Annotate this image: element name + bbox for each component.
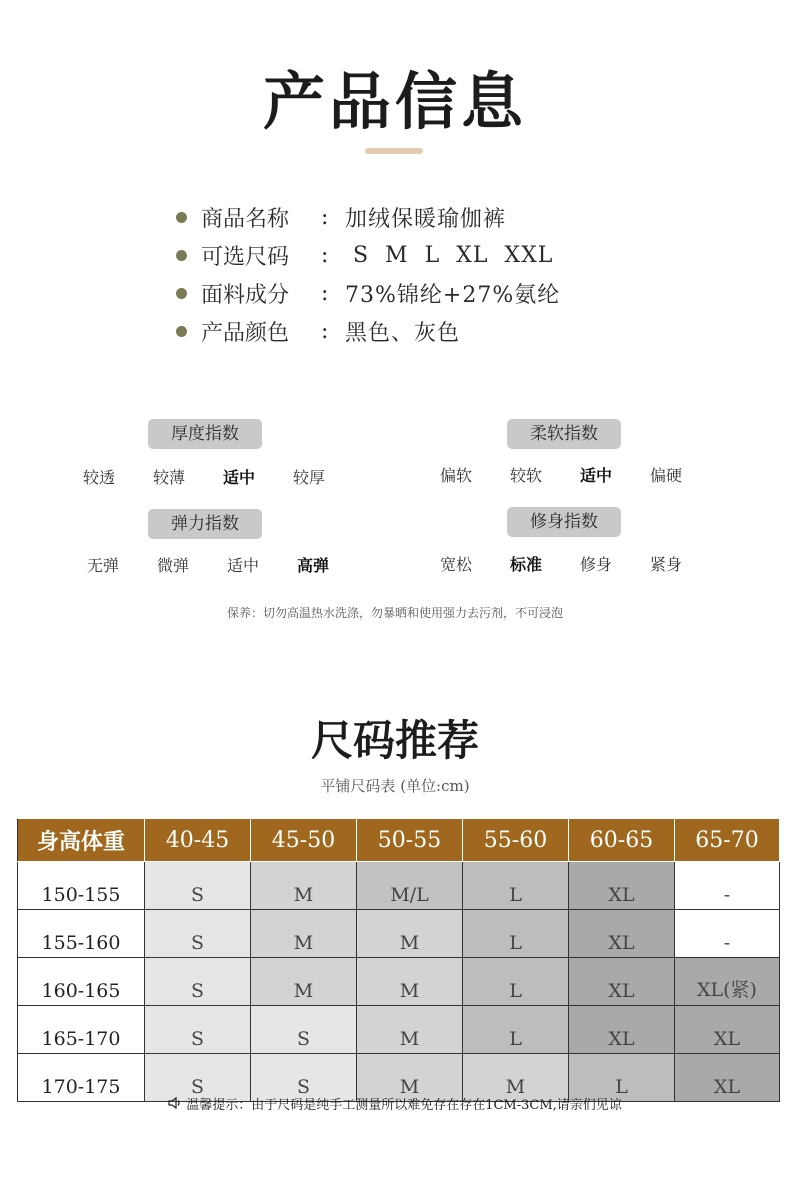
index-option: 偏软 <box>439 466 472 485</box>
header-cell: 40-45 <box>145 819 251 862</box>
info-row-sizes <box>176 236 560 274</box>
tip-text: 温馨提示：由于尺码是纯手工测量所以难免存在存在1CM-3CM,请亲们见谅 <box>186 1098 622 1113</box>
index-option: 较厚 <box>292 468 325 487</box>
size-cell: S <box>145 862 251 910</box>
info-row-color <box>176 312 560 350</box>
table-row <box>18 958 780 1006</box>
row-header-cell: 170-175 <box>18 1054 145 1102</box>
table-row <box>18 1006 780 1054</box>
index-option: 较软 <box>509 466 542 485</box>
index-option: 紧身 <box>649 555 682 574</box>
index-option: 适中 <box>579 466 612 485</box>
info-sep: : <box>321 318 329 344</box>
info-row-fabric <box>176 274 560 312</box>
info-sep: : <box>321 204 329 230</box>
table-row <box>18 862 780 910</box>
thickness-index-title: 厚度指数 <box>148 419 262 449</box>
size-cell: XL <box>569 1006 675 1054</box>
size-cell: XL <box>569 910 675 958</box>
size-cell: S <box>145 1006 251 1054</box>
info-label: 产品颜色 <box>201 320 290 346</box>
header-cell: 60-65 <box>569 819 675 862</box>
size-cell: M <box>251 958 357 1006</box>
info-row-name <box>176 198 560 236</box>
index-option: 宽松 <box>439 555 472 574</box>
bullet-icon <box>176 250 187 261</box>
size-cell: M <box>357 958 463 1006</box>
size-cell: XL <box>675 1054 780 1102</box>
care-instructions: 保养：切勿高温热水洗涤，勿暴晒和使用强力去污剂，不可浸泡 <box>226 606 563 620</box>
size-cell: M/L <box>357 862 463 910</box>
size-cell: XL <box>569 862 675 910</box>
index-option: 高弹 <box>296 556 329 575</box>
index-option: 微弹 <box>156 556 189 575</box>
size-cell: M <box>357 910 463 958</box>
index-option: 修身 <box>579 555 612 574</box>
row-header-cell: 165-170 <box>18 1006 145 1054</box>
info-sep: : <box>321 280 329 306</box>
size-cell: L <box>463 1006 569 1054</box>
index-option: 无弹 <box>86 556 119 575</box>
thickness-index-options <box>64 465 344 488</box>
header-cell: 45-50 <box>251 819 357 862</box>
info-label: 可选尺码 <box>201 244 290 270</box>
index-option: 较薄 <box>152 468 185 487</box>
size-cell: XL <box>675 1006 780 1054</box>
table-row <box>18 910 780 958</box>
size-cell: M <box>463 1054 569 1102</box>
size-table-header <box>18 819 780 862</box>
header-cell: 身高体重 <box>18 819 145 862</box>
size-table-subtitle: 平铺尺码表 (单位:cm) <box>320 777 470 795</box>
size-cell: M <box>251 910 357 958</box>
info-value: S M L XL XXL <box>345 242 554 268</box>
softness-index-title: 柔软指数 <box>507 419 621 449</box>
header-cell: 65-70 <box>675 819 780 862</box>
product-info-list <box>176 198 560 350</box>
size-cell: L <box>463 958 569 1006</box>
fit-index-options <box>421 552 701 575</box>
size-cell: XL <box>569 958 675 1006</box>
header-cell: 50-55 <box>357 819 463 862</box>
product-info-title: 产品信息 <box>262 65 527 138</box>
size-recommend-title: 尺码推荐 <box>310 716 479 765</box>
size-cell: M <box>251 862 357 910</box>
size-cell: L <box>463 862 569 910</box>
index-option: 适中 <box>222 468 255 487</box>
info-value: 加绒保暖瑜伽裤 <box>345 206 507 232</box>
info-value: 73%锦纶+27%氨纶 <box>345 282 561 308</box>
size-cell: M <box>357 1054 463 1102</box>
size-table <box>17 818 780 1102</box>
row-header-cell: 150-155 <box>18 862 145 910</box>
row-header-cell: 155-160 <box>18 910 145 958</box>
speaker-icon <box>168 1097 182 1112</box>
size-cell: S <box>145 958 251 1006</box>
index-option: 较透 <box>82 468 115 487</box>
size-cell: L <box>463 910 569 958</box>
info-value: 黑色、灰色 <box>345 320 461 346</box>
size-cell: M <box>357 1006 463 1054</box>
softness-index-options <box>421 463 701 486</box>
size-cell: - <box>675 862 780 910</box>
size-cell: S <box>251 1006 357 1054</box>
size-cell: L <box>569 1054 675 1102</box>
info-sep: : <box>321 242 329 268</box>
size-cell: S <box>145 910 251 958</box>
size-tip <box>0 1094 790 1113</box>
elasticity-index-options <box>68 553 348 576</box>
fit-index-title: 修身指数 <box>507 507 621 537</box>
size-cell: XL(紧) <box>675 958 780 1006</box>
bullet-icon <box>176 326 187 337</box>
header-cell: 55-60 <box>463 819 569 862</box>
row-header-cell: 160-165 <box>18 958 145 1006</box>
index-option: 偏硬 <box>649 466 682 485</box>
index-option: 标准 <box>509 555 542 574</box>
size-cell: S <box>251 1054 357 1102</box>
bullet-icon <box>176 212 187 223</box>
title-underline <box>365 148 423 154</box>
size-cell: S <box>145 1054 251 1102</box>
size-cell: - <box>675 910 780 958</box>
bullet-icon <box>176 288 187 299</box>
elasticity-index-title: 弹力指数 <box>148 509 262 539</box>
info-label: 面料成分 <box>201 282 290 308</box>
index-option: 适中 <box>226 556 259 575</box>
info-label: 商品名称 <box>201 206 290 232</box>
